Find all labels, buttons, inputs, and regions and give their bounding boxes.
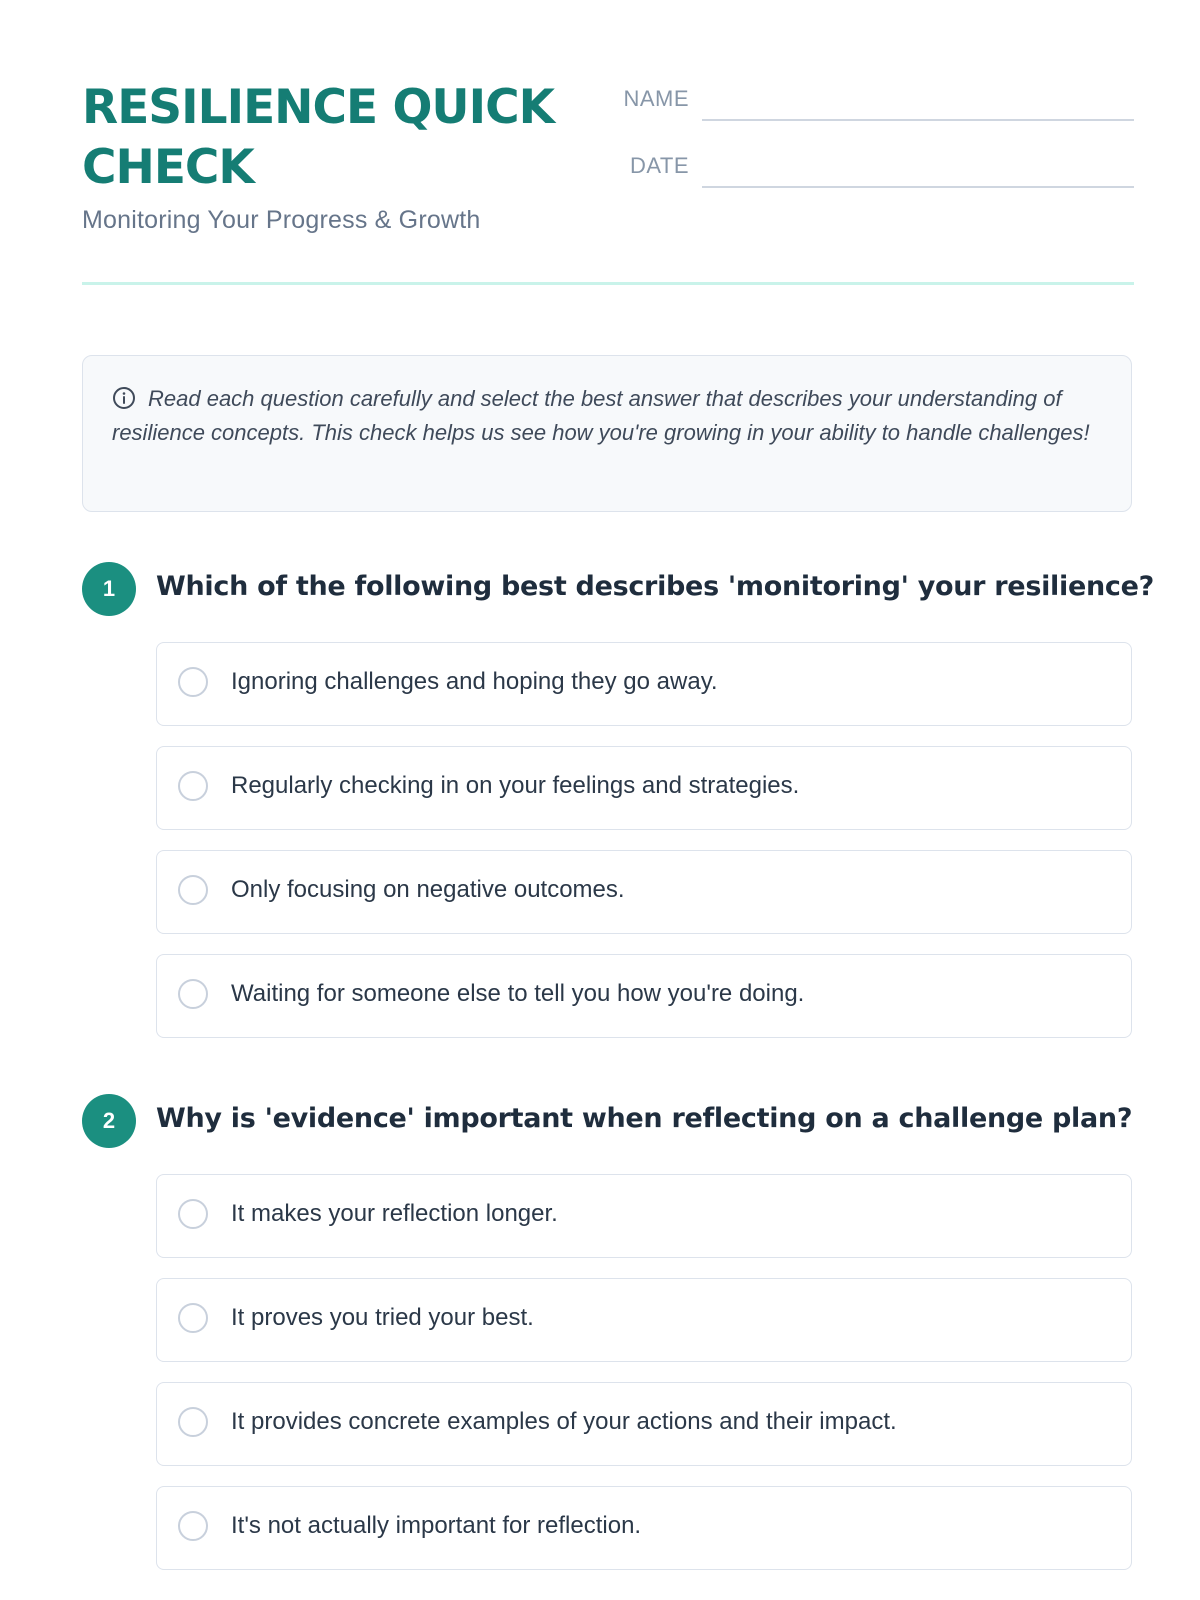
instructions-text: Read each question carefully and select the best answer that describes your understanding of resilience concepts. This check helps us see how you're growing in your ability to handle challenges! <box>112 386 1090 445</box>
date-field[interactable] <box>602 149 1134 189</box>
question-2 <box>82 1094 1134 1539</box>
answer-label: Only focusing on negative outcomes. <box>231 876 625 903</box>
answer-option[interactable] <box>156 642 1132 726</box>
worksheet-header <box>82 0 1134 290</box>
answer-option[interactable] <box>156 1382 1132 1466</box>
radio-button[interactable] <box>178 979 208 1009</box>
question-text: Why is 'evidence' important when reflecting on a challenge plan? <box>156 1103 1133 1134</box>
answer-option[interactable] <box>156 746 1132 830</box>
question-number-badge: 2 <box>82 1094 136 1148</box>
info-circle-icon <box>112 386 136 410</box>
answer-option[interactable] <box>156 954 1132 1038</box>
answer-option[interactable] <box>156 1278 1132 1362</box>
answer-label: Waiting for someone else to tell you how you're doing. <box>231 980 805 1007</box>
answer-option[interactable] <box>156 1174 1132 1258</box>
name-field[interactable] <box>602 82 1134 122</box>
radio-button[interactable] <box>178 1407 208 1437</box>
date-line[interactable] <box>702 186 1134 188</box>
answer-label: It provides concrete examples of your actions and their impact. <box>231 1408 897 1435</box>
answer-option[interactable] <box>156 1486 1132 1570</box>
header-divider <box>82 282 1134 285</box>
question-1 <box>82 562 1154 1007</box>
instructions-box <box>82 355 1132 512</box>
worksheet-page <box>82 0 1154 1539</box>
radio-button[interactable] <box>178 1199 208 1229</box>
answer-label: It proves you tried your best. <box>231 1304 534 1331</box>
answer-options <box>156 1174 1134 1590</box>
radio-button[interactable] <box>178 875 208 905</box>
name-label: NAME <box>623 86 689 111</box>
page-title: RESILIENCE QUICK CHECK <box>82 80 554 195</box>
radio-button[interactable] <box>178 1511 208 1541</box>
answer-label: Ignoring challenges and hoping they go away. <box>231 668 718 695</box>
answer-options <box>156 642 1134 1058</box>
page-subtitle: Monitoring Your Progress & Growth <box>82 206 481 234</box>
answer-option[interactable] <box>156 850 1132 934</box>
date-label: DATE <box>629 153 689 178</box>
radio-button[interactable] <box>178 1303 208 1333</box>
question-number-badge: 1 <box>82 562 136 616</box>
answer-label: It makes your reflection longer. <box>231 1200 558 1227</box>
name-line[interactable] <box>702 119 1134 121</box>
answer-label: It's not actually important for reflection. <box>231 1512 642 1539</box>
radio-button[interactable] <box>178 771 208 801</box>
question-text: Which of the following best describes 'monitoring' your resilience? <box>156 571 1154 602</box>
answer-label: Regularly checking in on your feelings and strategies. <box>231 772 800 799</box>
radio-button[interactable] <box>178 667 208 697</box>
